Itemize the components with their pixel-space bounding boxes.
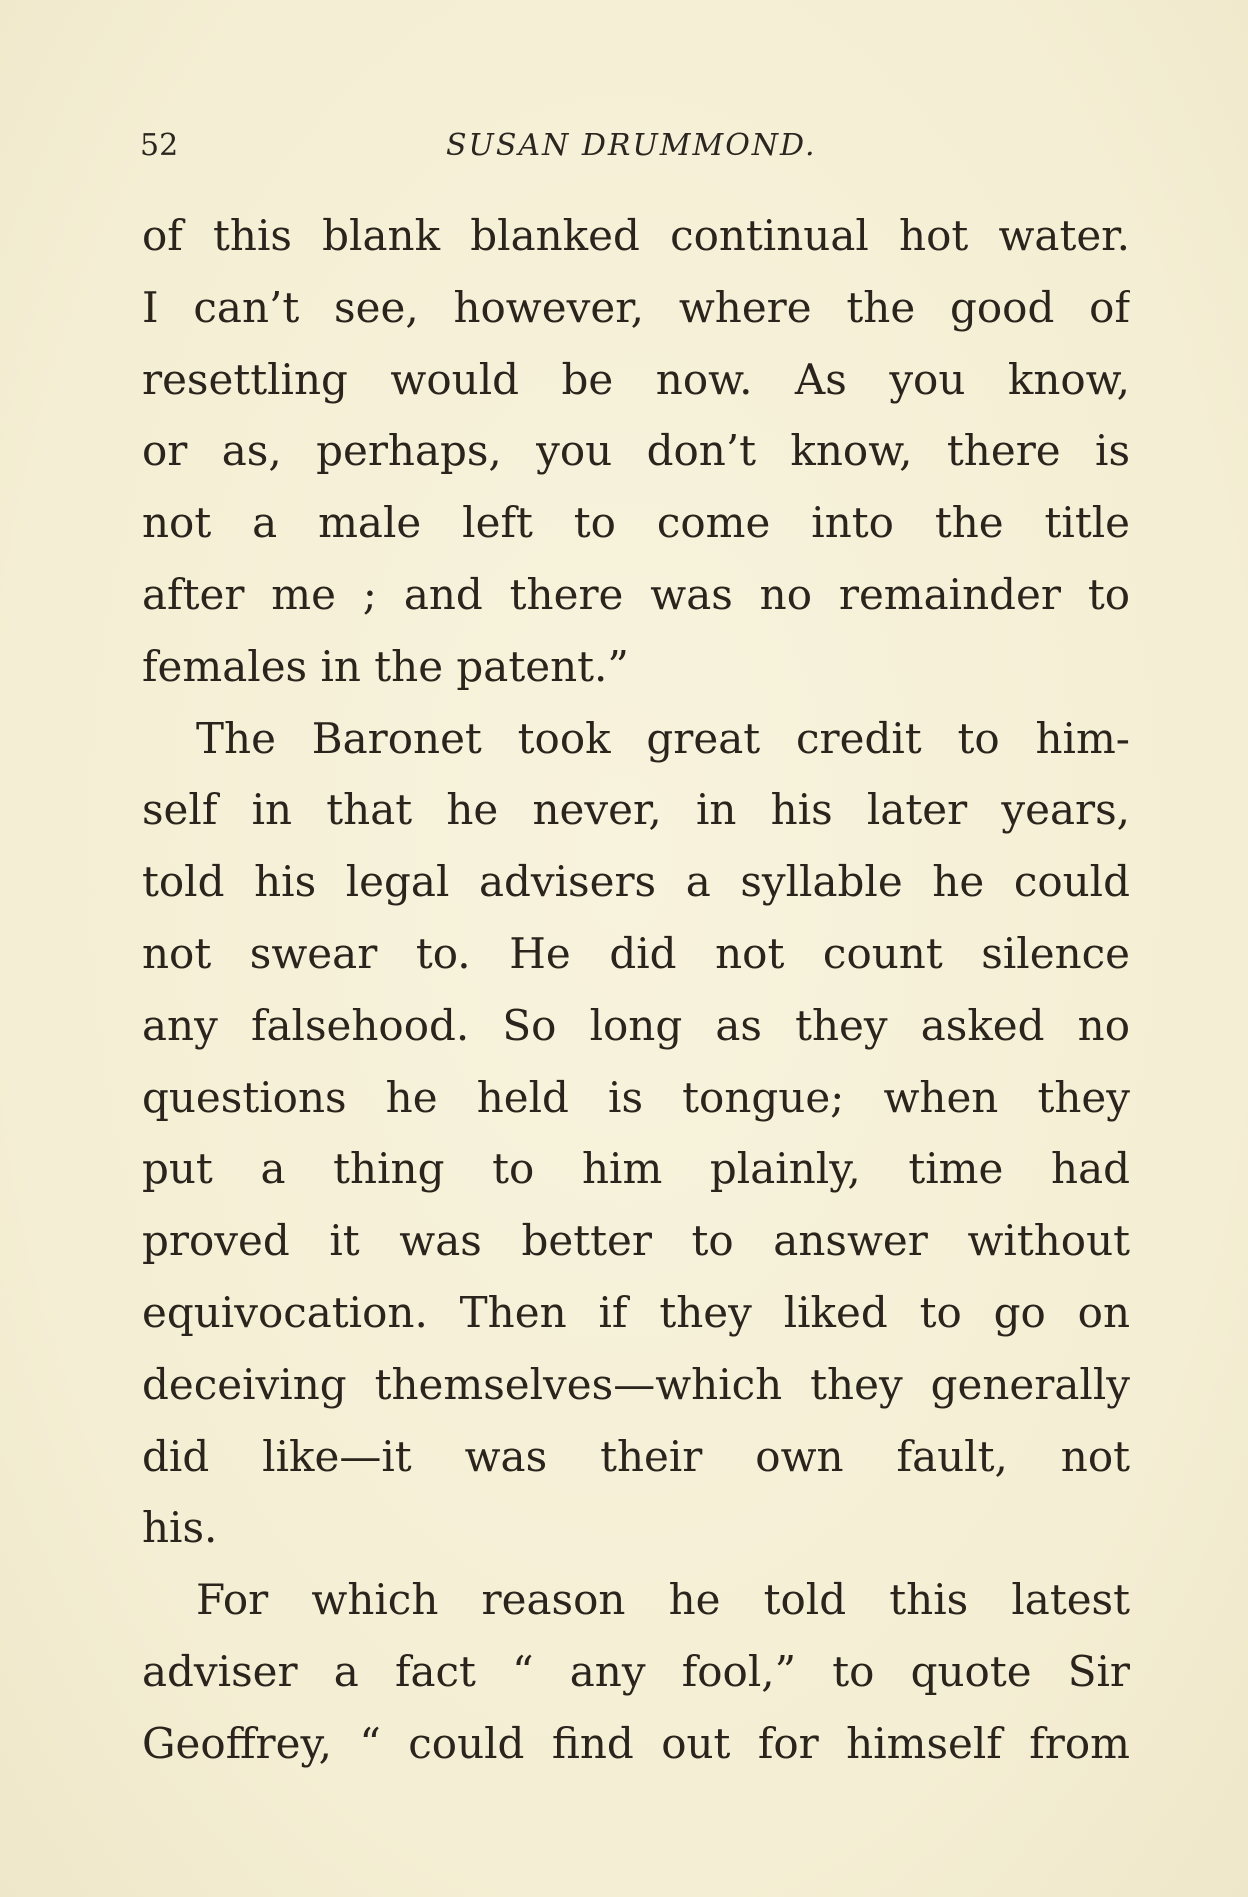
text-line: did like—it was their own fault, not <box>142 1431 1130 1481</box>
text-line: after me ; and there was no remainder to <box>142 569 1130 619</box>
text-line: or as, perhaps, you don’t know, there is <box>142 426 1130 476</box>
text-line: For which reason he told this latest <box>196 1575 1130 1625</box>
text-line: resettling would be now. As you know, <box>142 354 1130 404</box>
page-number: 52 <box>140 128 179 163</box>
text-line: any falsehood. So long as they asked no <box>142 1000 1130 1050</box>
page-header <box>140 124 1120 168</box>
text-line: not swear to. He did not count silence <box>142 928 1130 978</box>
text-line: Geoffrey, “ could find out for himself from <box>142 1718 1130 1768</box>
text-line: questions he held is tongue; when they <box>142 1072 1130 1122</box>
text-line: not a male left to come into the title <box>142 498 1130 548</box>
body-text <box>142 200 1130 1780</box>
text-line: proved it was better to answer without <box>142 1216 1130 1266</box>
text-line: females in the patent.” <box>142 641 629 691</box>
text-line: deceiving themselves—which they generally <box>142 1359 1130 1409</box>
text-line: self in that he never, in his later years, <box>142 785 1130 835</box>
text-line: The Baronet took great credit to him- <box>196 713 1130 763</box>
text-line: his. <box>142 1503 218 1553</box>
text-line: of this blank blanked continual hot water. <box>142 211 1130 260</box>
running-head: SUSAN DRUMMOND. <box>446 128 817 163</box>
text-line: told his legal advisers a syllable he could <box>142 857 1130 907</box>
text-line: I can’t see, however, where the good of <box>142 282 1130 332</box>
text-line: adviser a fact “ any fool,” to quote Sir <box>142 1646 1130 1696</box>
text-line: put a thing to him plainly, time had <box>142 1144 1130 1194</box>
text-line: equivocation. Then if they liked to go on <box>142 1287 1130 1337</box>
